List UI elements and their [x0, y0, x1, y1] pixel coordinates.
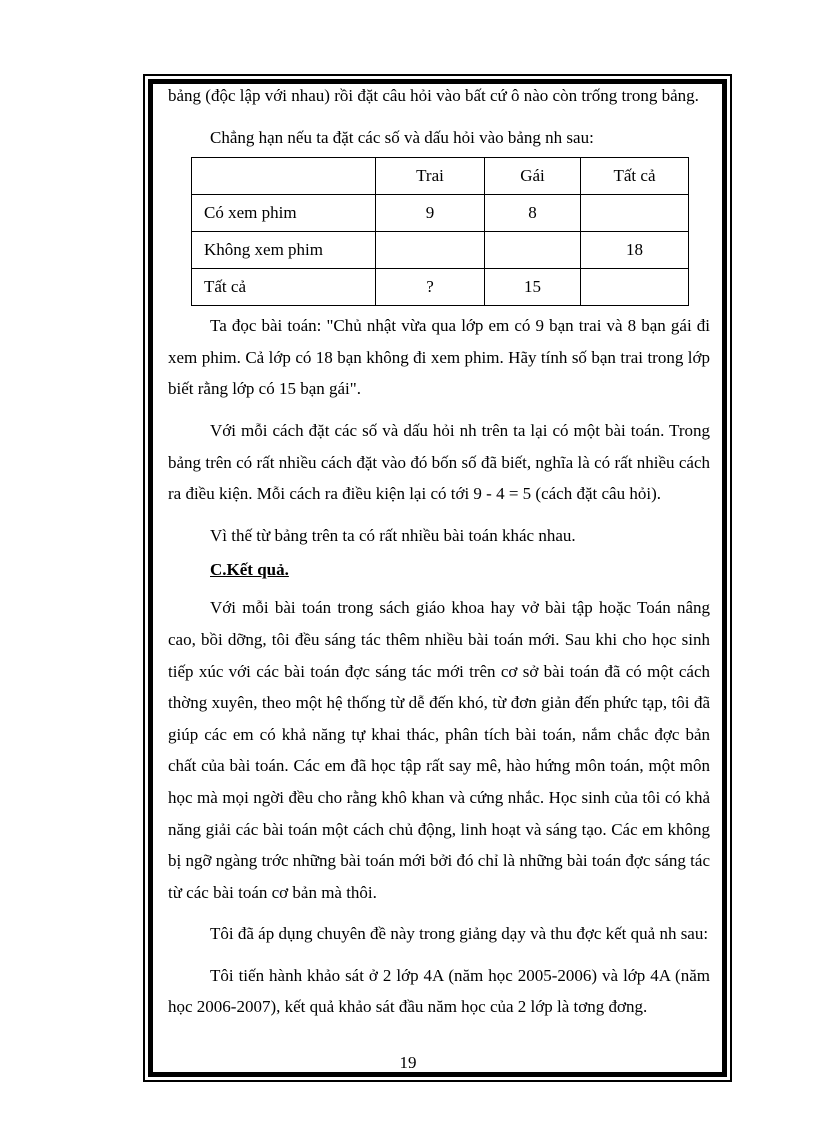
- table-cell: ?: [376, 269, 485, 306]
- table-row-label: Không xem phim: [192, 232, 376, 269]
- table-row: [192, 269, 689, 306]
- paragraph-7: Tôi đã áp dụng chuyên đề này trong giảng dạy và thu đợc kết quả nh sau:: [210, 924, 709, 944]
- paragraph-2: Chẳng hạn nếu ta đặt các số và dấu hỏi vào bảng nh sau:: [210, 127, 594, 147]
- page-number: 19: [399, 1053, 417, 1072]
- paragraph-1: bảng (độc lập với nhau) rồi đặt câu hỏi vào bất cứ ô nào còn trống trong bảng.: [168, 86, 699, 105]
- table-row-label: Có xem phim: [192, 195, 376, 232]
- table-cell: [581, 195, 689, 232]
- paragraph-6: Với mỗi bài toán trong sách giáo khoa hay vở bài tập hoặc Toán nâng cao, bồi dỡng, tôi đều sáng tác thêm nhiều bài toán mới. Sau khi cho học sinh tiếp xúc với các bài toán đợc sáng tác mới trên cơ sở bài toán đã có một cách thờng xuyên, theo một hệ thống từ dễ đến khó, từ đơn giản đến phức tạp, tôi đã giúp các em có khả năng tự khai thác, phân tích bài toán, nắm chắc đợc bản chất của bài toán. Các em đã học tập rất say mê, hào hứng môn toán, một môn học mà mọi ngời đều cho rằng khô khan và cứng nhắc. Học sinh của tôi có khả năng giải các bài toán một cách chủ động, linh hoạt và sáng tạo. Các em không bị ngỡ ngàng trớc những bài toán mới bởi đó chỉ là những bài toán đợc sáng tác từ các bài toán cơ bản mà thôi.: [168, 598, 710, 902]
- table-cell: [376, 232, 485, 269]
- table-cell: 15: [485, 269, 581, 306]
- table-header-row: [192, 158, 689, 195]
- document-body: [168, 80, 710, 1023]
- table-cell: 8: [485, 195, 581, 232]
- paragraph-3: Ta đọc bài toán: "Chủ nhật vừa qua lớp em có 9 bạn trai và 8 bạn gái đi xem phim. Cả lớp có 18 bạn không đi xem phim. Hãy tính số bạn trai trong lớp biết rằng lớp có 15 bạn gái".: [168, 316, 710, 399]
- table-header-cell: Trai: [376, 158, 485, 195]
- table-row: [192, 232, 689, 269]
- table-cell: 9: [376, 195, 485, 232]
- section-heading: C.Kết quả.: [210, 560, 289, 580]
- table-cell: 18: [581, 232, 689, 269]
- table-row-label: Tất cả: [192, 269, 376, 306]
- table-row: [192, 195, 689, 232]
- data-table: [191, 157, 689, 306]
- paragraph-4: Với mỗi cách đặt các số và dấu hỏi nh trên ta lại có một bài toán. Trong bảng trên có rất nhiều cách đặt vào đó bốn số đã biết, nghĩa là có rất nhiều cách ra điều kiện. Mỗi cách ra điều kiện lại có tới 9 - 4 = 5 (cách đặt câu hỏi).: [168, 420, 710, 504]
- paragraph-5: Vì thế từ bảng trên ta có rất nhiều bài toán khác nhau.: [210, 525, 576, 545]
- table-header-cell: Gái: [485, 158, 581, 195]
- table-cell: [485, 232, 581, 269]
- table-cell: [192, 158, 376, 195]
- paragraph-8: Tôi tiến hành khảo sát ở 2 lớp 4A (năm học 2005-2006) và lớp 4A (năm học 2006-2007), kết quả khảo sát đầu năm học của 2 lớp là tơng đơng.: [168, 965, 710, 1017]
- table-header-cell: Tất cả: [581, 158, 689, 195]
- table-cell: [581, 269, 689, 306]
